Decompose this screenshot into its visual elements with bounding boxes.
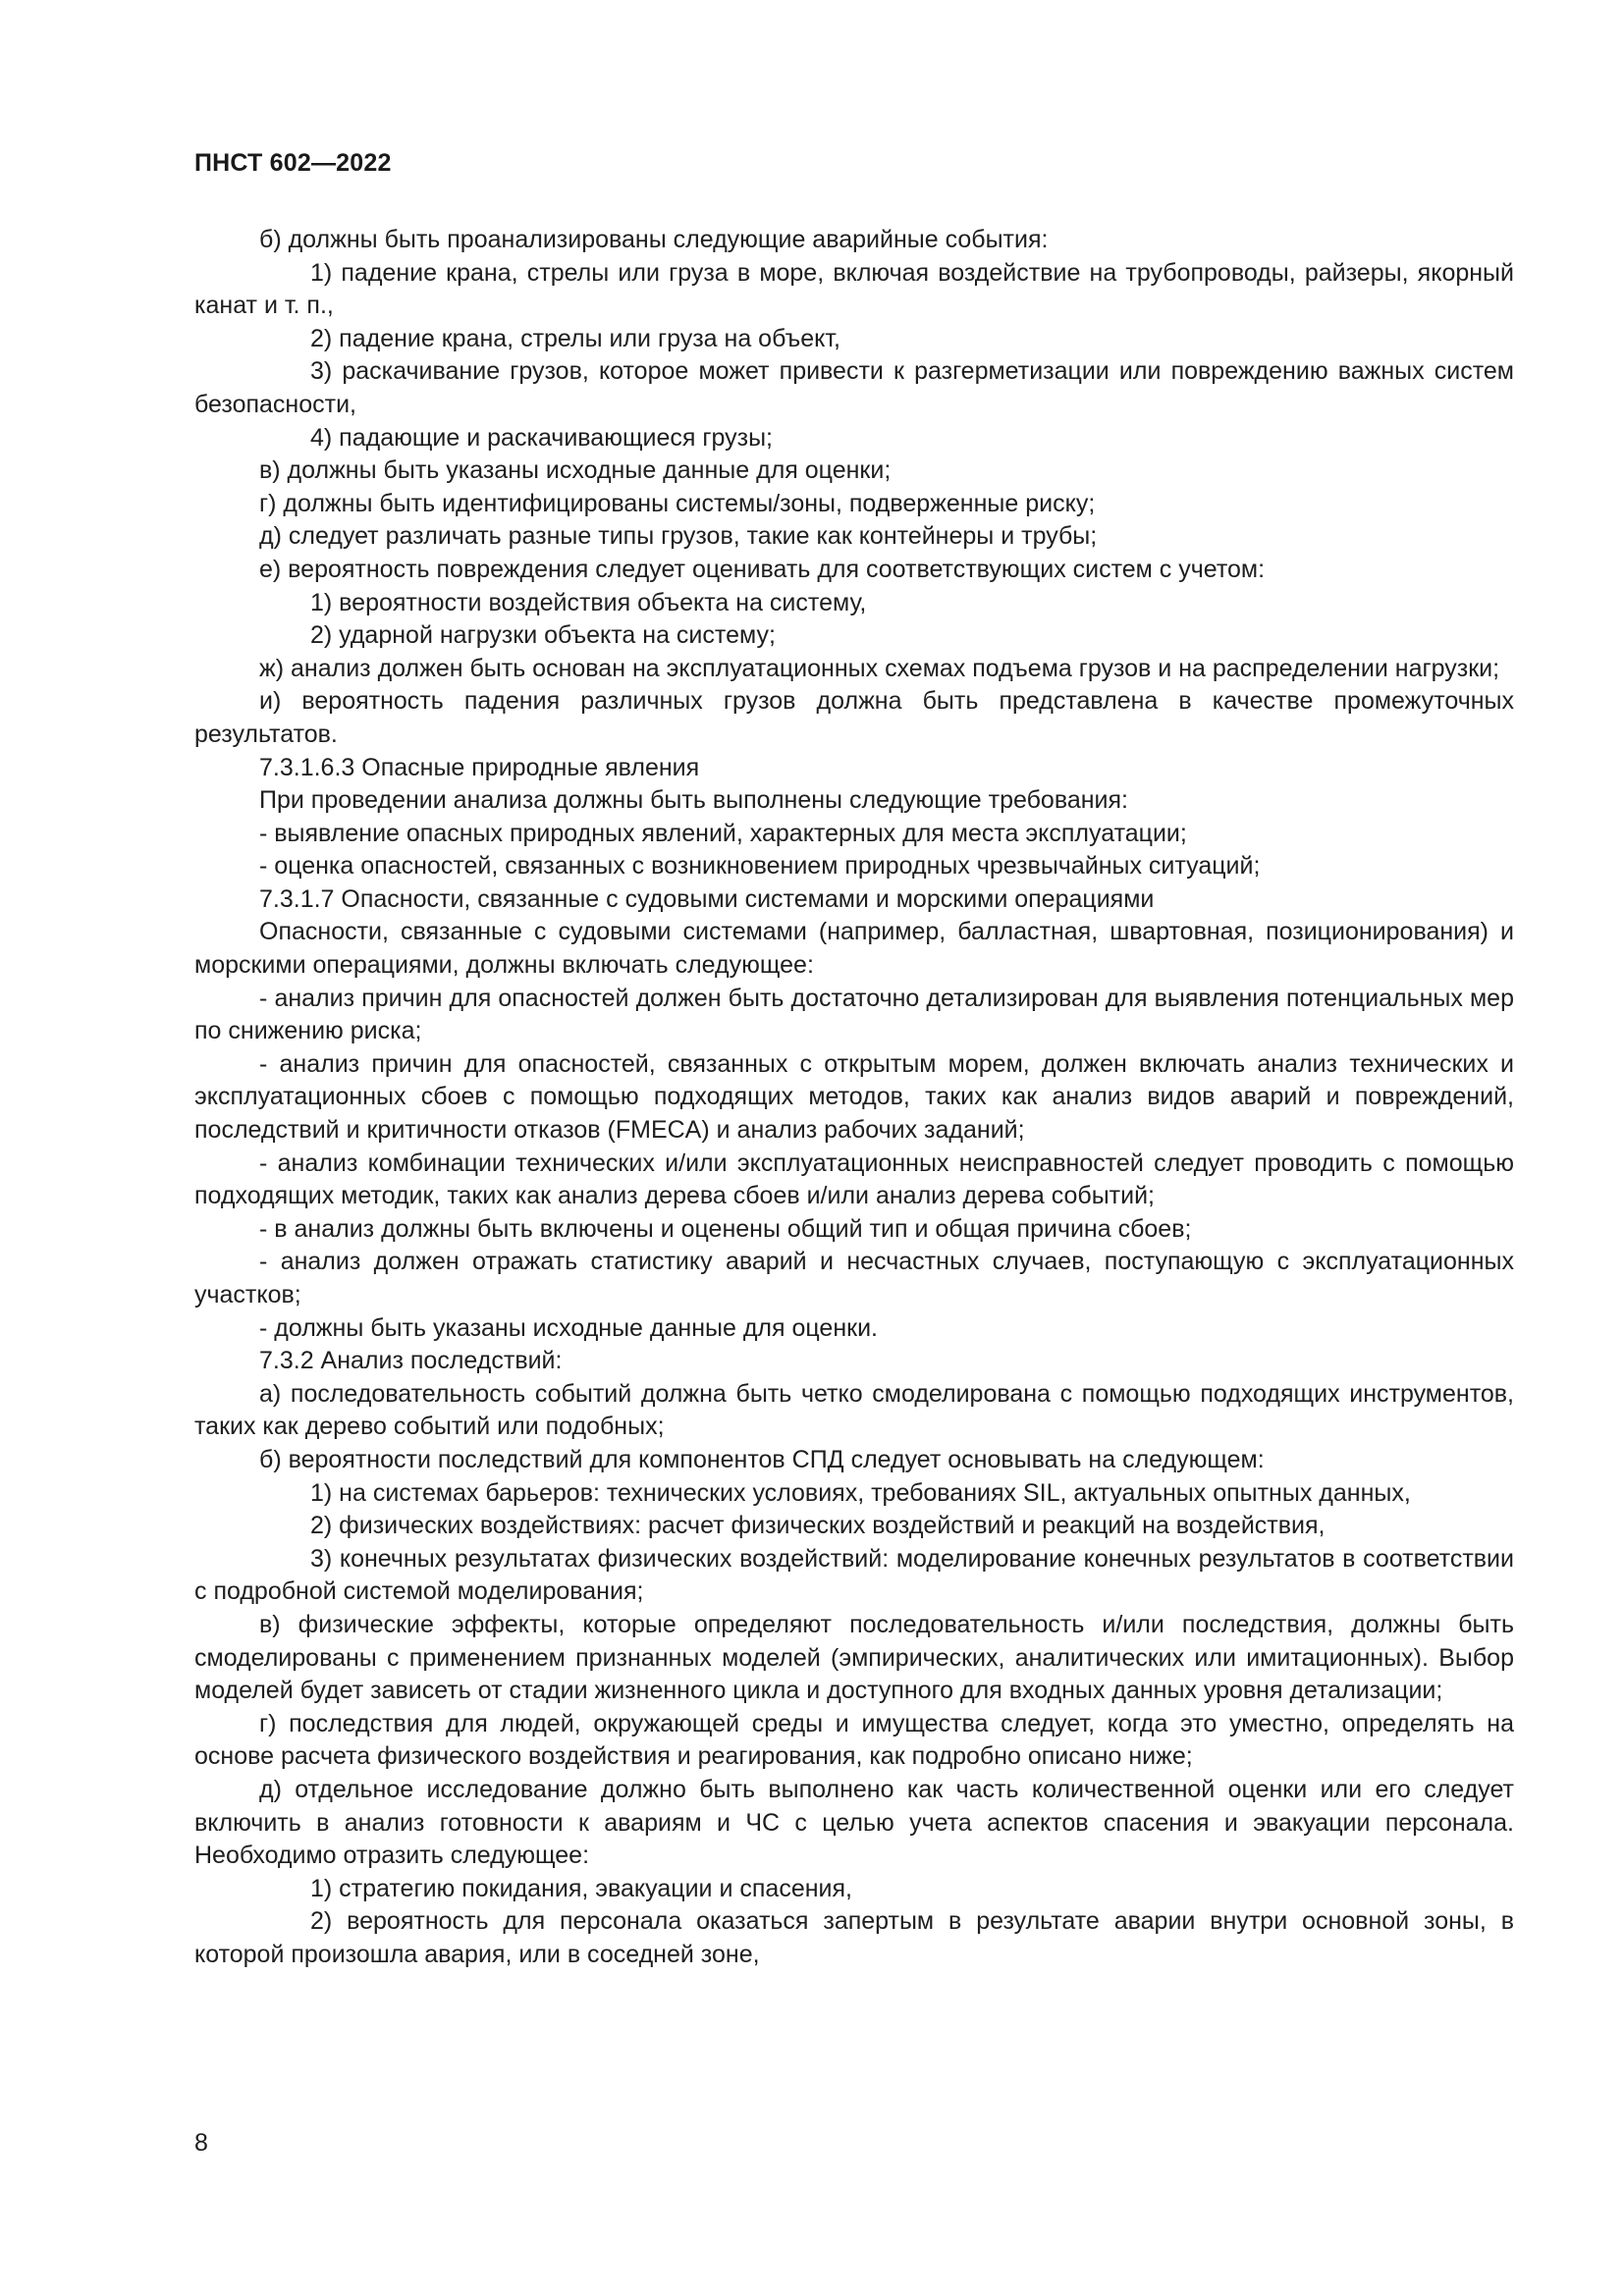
- page-number: 8: [194, 2129, 208, 2157]
- paragraph: - анализ причин для опасностей, связанных с открытым морем, должен включать анализ технических и эксплуатационных сбоев с помощью подходящих методов, таких как анализ видов аварий и повреждений, последствий и критичности отказов (FMECA) и анализ рабочих заданий;: [194, 1049, 1514, 1145]
- paragraph: 1) вероятности воздействия объекта на систему,: [310, 588, 867, 616]
- paragraph: и) вероятность падения различных грузов должна быть представлена в качестве промежуточных результатов.: [194, 687, 1514, 748]
- paragraph: 2) падение крана, стрелы или груза на объект,: [310, 324, 840, 352]
- paragraph: д) следует различать разные типы грузов, такие как контейнеры и трубы;: [259, 522, 1098, 551]
- document-body: [194, 224, 1514, 1971]
- paragraph: б) вероятности последствий для компонентов СПД следует основывать на следующем:: [259, 1445, 1265, 1473]
- paragraph: 7.3.1.6.3 Опасные природные явления: [259, 753, 700, 781]
- paragraph: д) отдельное исследование должно быть выполнено как часть количественной оценки или его следует включить в анализ готовности к авариям и ЧС с целью учета аспектов спасения и эвакуации персонала. Необходимо отразить следующее:: [194, 1775, 1514, 1870]
- paragraph: г) последствия для людей, окружающей среды и имущества следует, когда это уместно, определять на основе расчета физического воздействия и реагирования, как подробно описано ниже;: [194, 1709, 1514, 1771]
- paragraph: 7.3.2 Анализ последствий:: [259, 1347, 563, 1375]
- paragraph: 4) падающие и раскачивающиеся грузы;: [310, 423, 773, 452]
- paragraph: 2) ударной нагрузки объекта на систему;: [310, 621, 776, 650]
- paragraph: - выявление опасных природных явлений, характерных для места эксплуатации;: [259, 819, 1187, 847]
- paragraph: 2) вероятность для персонала оказаться запертым в результате аварии внутри основной зоны, в которой произошла авария, или в соседней зоне,: [194, 1907, 1514, 1968]
- paragraph: в) физические эффекты, которые определяют последовательность и/или последствия, должны быть смоделированы с применением признанных моделей (эмпирических, аналитических или имитационных). Выбор моделей будет зависеть от стадии жизненного цикла и доступного для входных данных уровня детализации;: [194, 1610, 1514, 1705]
- paragraph: 1) падение крана, стрелы или груза в море, включая воздействие на трубопроводы, райзеры, якорный канат и т. п.,: [194, 258, 1514, 320]
- paragraph: г) должны быть идентифицированы системы/зоны, подверженные риску;: [259, 489, 1096, 517]
- paragraph: 3) раскачивание грузов, которое может привести к разгерметизации или повреждению важных систем безопасности,: [194, 357, 1514, 418]
- paragraph: 2) физических воздействиях: расчет физических воздействий и реакций на воздействия,: [310, 1512, 1326, 1540]
- paragraph: - должны быть указаны исходные данные для оценки.: [259, 1313, 878, 1342]
- paragraph: При проведении анализа должны быть выполнены следующие требования:: [259, 786, 1128, 815]
- paragraph: 1) на системах барьеров: технических условиях, требованиях SIL, актуальных опытных данных,: [310, 1478, 1411, 1507]
- paragraph: в) должны быть указаны исходные данные для оценки;: [259, 456, 892, 485]
- paragraph: б) должны быть проанализированы следующие аварийные события:: [259, 226, 1049, 253]
- paragraph: 7.3.1.7 Опасности, связанные с судовыми системами и морскими операциями: [259, 884, 1155, 913]
- paragraph: ж) анализ должен быть основан на эксплуатационных схемах подъема грузов и на распределении нагрузки;: [259, 654, 1500, 682]
- paragraph: 3) конечных результатах физических воздействий: моделирование конечных результатов в соответствии с подробной системой моделирования;: [194, 1544, 1514, 1606]
- paragraph: - оценка опасностей, связанных с возникновением природных чрезвычайных ситуаций;: [259, 852, 1261, 881]
- paragraph: а) последовательность событий должна быть четко смоделирована с помощью подходящих инструментов, таких как дерево событий или подобных;: [194, 1379, 1514, 1441]
- paragraph: - в анализ должны быть включены и оценены общий тип и общая причина сбоев;: [259, 1214, 1192, 1243]
- paragraph: Опасности, связанные с судовыми системами (например, балластная, швартовная, позиционирования) и морскими операциями, должны включать следующее:: [194, 918, 1514, 980]
- paragraph: - анализ комбинации технических и/или эксплуатационных неисправностей следует проводить с помощью подходящих методик, таких как анализ дерева сбоев и/или анализ дерева событий;: [194, 1148, 1514, 1210]
- document-code-header: ПНСТ 602—2022: [194, 149, 392, 177]
- paragraph: е) вероятность повреждения следует оценивать для соответствующих систем с учетом:: [259, 555, 1266, 583]
- paragraph: 1) стратегию покидания, эвакуации и спасения,: [310, 1874, 852, 1902]
- paragraph: - анализ должен отражать статистику аварий и несчастных случаев, поступающую с эксплуатационных участков;: [194, 1248, 1514, 1308]
- paragraph: - анализ причин для опасностей должен быть достаточно детализирован для выявления потенциальных мер по снижению риска;: [194, 984, 1514, 1045]
